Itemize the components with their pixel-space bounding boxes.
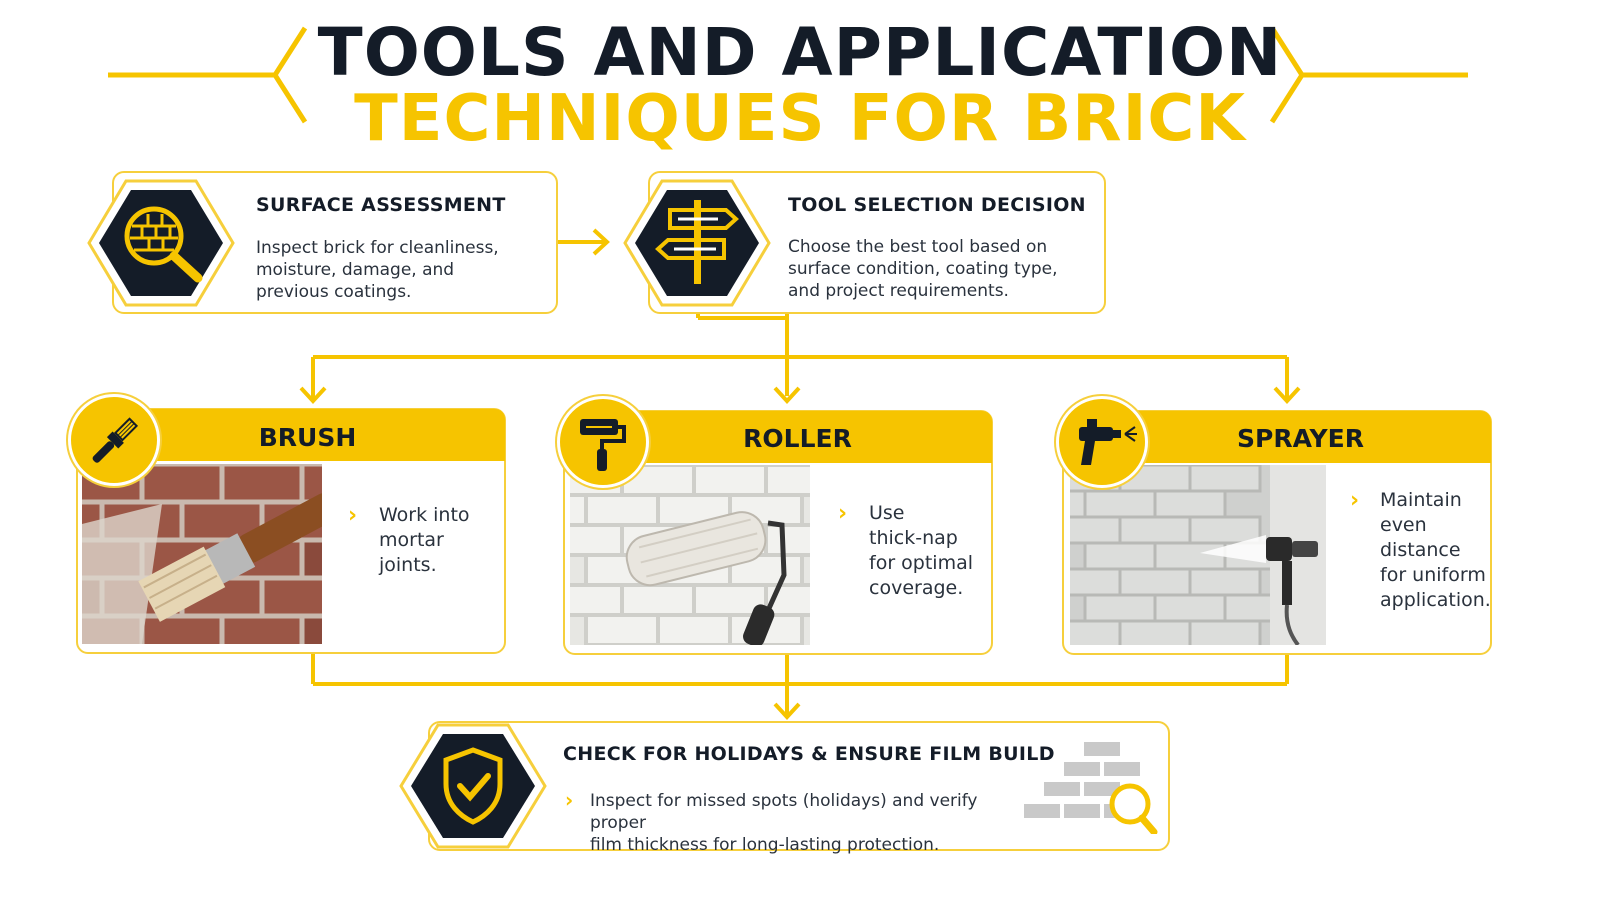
brush-tip-line: joints.: [379, 554, 437, 576]
surface-desc-line: moisture, damage, and: [256, 260, 455, 280]
check-desc-line: Inspect for missed spots (holidays) and verify proper: [590, 791, 978, 833]
sprayer-tip-line: for uniform: [1380, 564, 1486, 586]
page-title-line-2: TECHNIQUES FOR BRICK: [354, 82, 1246, 156]
brush-tip-line: Work into: [379, 504, 470, 526]
surface-assessment-desc: [256, 237, 546, 303]
sprayer-tip: [1380, 488, 1490, 613]
sprayer-tip-line: distance: [1380, 539, 1461, 561]
sprayer-photo: [1070, 465, 1326, 645]
roller-tip-line: thick-nap: [869, 527, 958, 549]
brush-badge: [68, 394, 160, 486]
brush-title: BRUSH: [258, 423, 357, 452]
spray-gun-icon: [1059, 399, 1145, 485]
check-desc-line: film thickness for long-lasting protection.: [590, 835, 940, 855]
page-title-line-1: TOOLS AND APPLICATION: [317, 14, 1283, 91]
brush-tip-line: mortar: [379, 529, 444, 551]
sprayer-title: SPRAYER: [1237, 424, 1364, 453]
surface-desc-line: Inspect brick for cleanliness,: [256, 238, 499, 258]
roller-tip-line: Use: [869, 502, 905, 524]
check-holidays-desc: [590, 790, 1020, 856]
tool-selection-desc-line: Choose the best tool based on: [788, 237, 1048, 257]
brick-magnifier-icon: [86, 178, 236, 308]
sprayer-badge: [1056, 396, 1148, 488]
signpost-icon: [622, 178, 772, 308]
roller-tip-line: for optimal: [869, 552, 974, 574]
sprayer-tip-line: even: [1380, 514, 1427, 536]
sprayer-tip-chevron-icon: ›: [1350, 488, 1360, 513]
paint-roller-icon: [560, 399, 646, 485]
brick-inspection-icon: [1022, 738, 1162, 834]
paintbrush-icon: [71, 397, 157, 483]
roller-badge: [557, 396, 649, 488]
sprayer-tip-line: application.: [1380, 589, 1491, 611]
roller-photo: [570, 465, 810, 645]
roller-tip: [869, 501, 989, 601]
brush-photo: [82, 464, 322, 644]
tool-selection-title: TOOL SELECTION DECISION: [788, 194, 1086, 216]
brush-tip-chevron-icon: ›: [348, 503, 358, 528]
shield-check-icon: [398, 722, 548, 850]
roller-title: ROLLER: [743, 424, 852, 453]
roller-tip-line: coverage.: [869, 577, 964, 599]
tool-selection-desc-line: and project requirements.: [788, 281, 1009, 301]
check-holidays-title: CHECK FOR HOLIDAYS & ENSURE FILM BUILD: [563, 743, 1055, 765]
surface-desc-line: previous coatings.: [256, 282, 412, 302]
check-tip-chevron-icon: ›: [565, 788, 574, 812]
surface-assessment-title: SURFACE ASSESSMENT: [256, 194, 506, 216]
tool-selection-desc-line: surface condition, coating type,: [788, 259, 1058, 279]
sprayer-tip-line: Maintain: [1380, 489, 1462, 511]
tool-selection-desc: [788, 236, 1098, 302]
roller-tip-chevron-icon: ›: [838, 501, 848, 526]
brush-tip: [379, 503, 499, 578]
